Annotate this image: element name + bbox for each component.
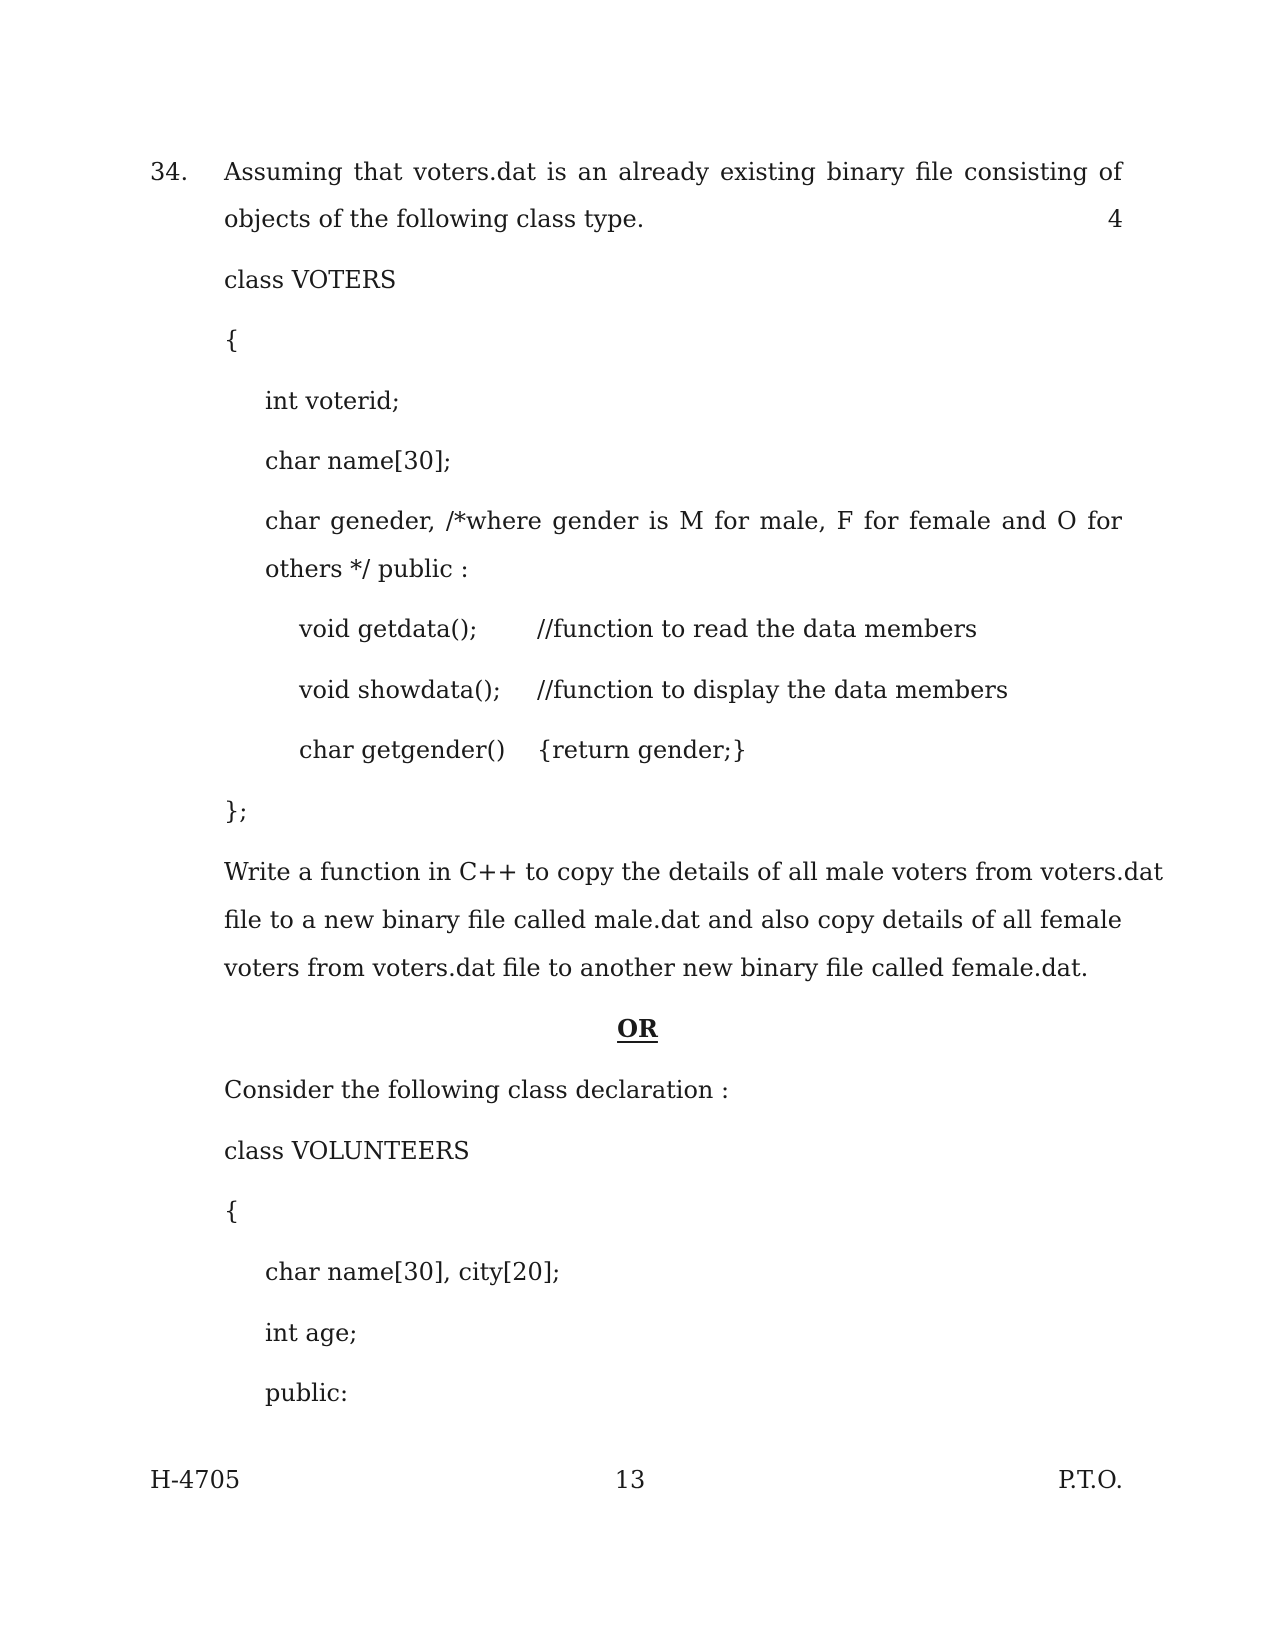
method-getdata-comment: //function to read the data members bbox=[537, 615, 978, 643]
class1-header: class VOTERS bbox=[224, 266, 397, 294]
class2-member-age: int age; bbox=[265, 1319, 358, 1347]
method-showdata-signature: void showdata(); bbox=[299, 676, 501, 704]
class2-member-name-city: char name[30], city[20]; bbox=[265, 1258, 561, 1286]
class1-open-brace: { bbox=[224, 326, 240, 354]
class2-open-brace: { bbox=[224, 1197, 240, 1225]
method-getdata-signature: void getdata(); bbox=[299, 615, 478, 643]
footer-pto: P.T.O. bbox=[1058, 1466, 1123, 1494]
method-getgender-signature: char getgender() bbox=[299, 736, 506, 764]
task-line3: voters from voters.dat file to another new binary file called female.dat. bbox=[224, 954, 1089, 982]
class1-close-brace: }; bbox=[224, 797, 248, 825]
footer-code: H-4705 bbox=[150, 1466, 241, 1494]
class1-member-voterid: int voterid; bbox=[265, 387, 400, 415]
method-showdata-comment: //function to display the data members bbox=[537, 676, 1009, 704]
class1-member-gender-line2: others */ public : bbox=[265, 555, 469, 583]
class2-member-public: public: bbox=[265, 1379, 349, 1407]
task-line2: file to a new binary file called male.dat and also copy details of all female bbox=[224, 906, 1122, 934]
or-separator: OR bbox=[617, 1014, 658, 1043]
question-intro-line1: Assuming that voters.dat is an already existing binary file consisting of bbox=[224, 158, 1122, 186]
question-number: 34. bbox=[150, 158, 189, 186]
question-marks: 4 bbox=[1107, 205, 1123, 233]
footer-page-number: 13 bbox=[614, 1466, 646, 1494]
class1-member-name: char name[30]; bbox=[265, 447, 452, 475]
task-line1: Write a function in C++ to copy the details of all male voters from voters.dat bbox=[224, 858, 1164, 886]
question-intro-line2: objects of the following class type. bbox=[224, 205, 645, 233]
class1-member-gender-line1: char geneder, /*where gender is M for male, F for female and O for bbox=[265, 507, 1122, 535]
method-getgender-body: {return gender;} bbox=[537, 736, 748, 764]
alt-intro: Consider the following class declaration : bbox=[224, 1076, 730, 1104]
class2-header: class VOLUNTEERS bbox=[224, 1137, 470, 1165]
